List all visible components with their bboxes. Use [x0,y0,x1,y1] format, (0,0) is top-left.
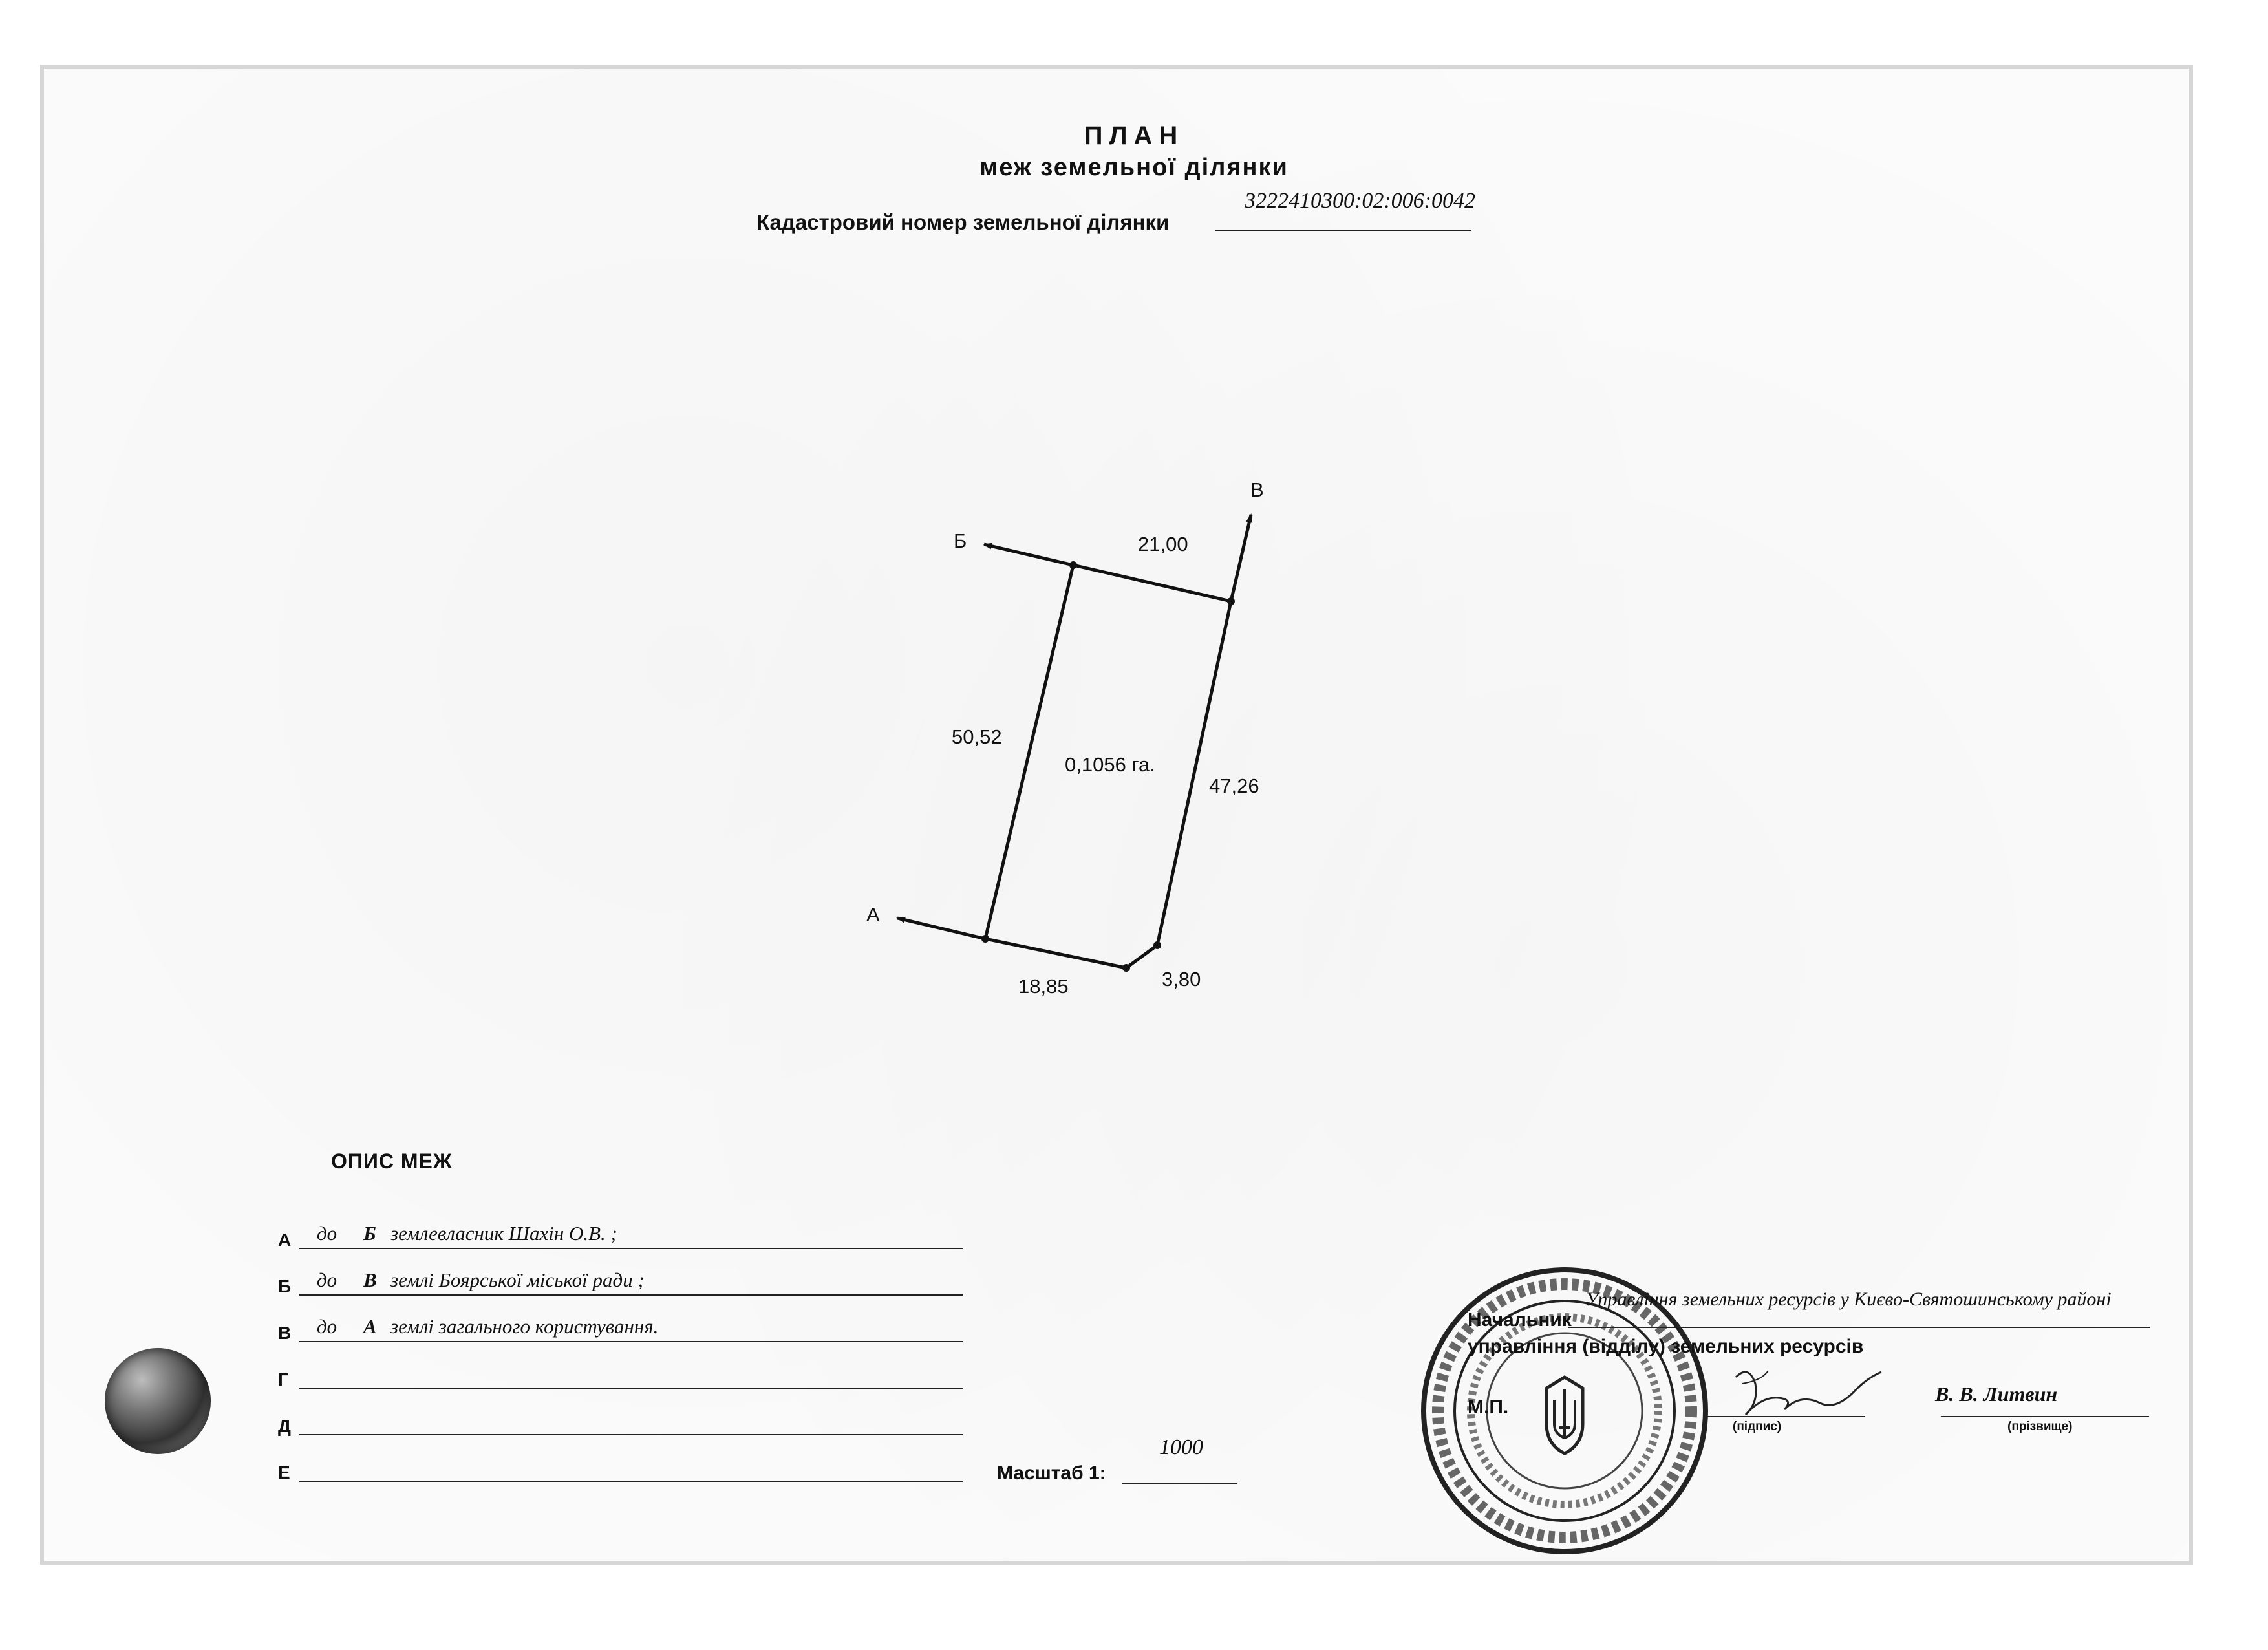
boundary-row-letter: Б [278,1276,292,1296]
head-title-line2: управління (відділу) земельних ресурсів [1468,1336,1864,1357]
boundary-row-text: до Б землевласник Шахін О.В. ; [317,1222,617,1245]
stamp-place-label: М.П. [1468,1397,1509,1418]
organization-name: Управління земельних ресурсів у Києво-Святошинському районі [1585,1289,2112,1310]
vertex [1122,964,1130,972]
signature-underline [1707,1416,1865,1417]
parcel-area: 0,1056 га. [1065,753,1155,776]
side-length-a: 18,85 [1018,975,1069,998]
boundary-row-line [299,1434,963,1435]
point-label-v: В [1250,478,1264,501]
boundary-row [278,1394,963,1439]
boundary-row-line [299,1481,963,1482]
boundary-row-letter: В [278,1323,292,1343]
point-label-b: Б [954,530,967,552]
plan-title: ПЛАН [1084,122,1184,150]
boundary-row-letter: Г [278,1369,288,1389]
scale-value: 1000 [1159,1435,1203,1459]
point-label-a: А [866,903,880,926]
boundary-row-line [299,1341,963,1342]
surname-caption: (прізвище) [2007,1420,2073,1433]
cadastral-number: 3222410300:02:006:0042 [1245,189,1475,213]
side-length-v: 47,26 [1209,775,1259,797]
vertex [1069,561,1077,569]
boundary-row [278,1347,963,1393]
boundary-row-letter: А [278,1230,292,1250]
boundary-row-letter: Д [278,1416,291,1436]
boundary-row-line [299,1248,963,1249]
signature-icon [1723,1358,1891,1429]
circular-photo-stamp [105,1348,211,1454]
boundary-row [278,1254,963,1300]
surname-underline [1941,1416,2149,1417]
head-surname: В. В. Литвин [1935,1382,2058,1406]
vertex [1227,597,1235,605]
boundary-row-letter: Е [278,1462,290,1483]
boundary-row [278,1441,963,1486]
arrow-to-point-a [897,918,985,939]
boundary-row-line [299,1294,963,1296]
boundary-row [278,1301,963,1346]
side-length-ab: 50,52 [952,725,1002,748]
boundary-row-text: до В землі Боярської міської ради ; [317,1269,645,1291]
scale-underline [1122,1483,1237,1484]
vertex [1153,941,1161,949]
arrow-to-point-v [1231,515,1251,601]
boundary-row [278,1208,963,1253]
boundary-row-line [299,1388,963,1389]
side-length-bv: 21,00 [1138,533,1188,555]
cadastral-label: Кадастровий номер земельної ділянки [756,210,1170,234]
scale-label: Масштаб 1: [997,1462,1106,1484]
organization-underline [1568,1327,2150,1328]
boundaries-heading: ОПИС МЕЖ [331,1150,453,1173]
plan-subtitle: меж земельної ділянки [979,154,1289,181]
vertex [981,935,989,943]
signature-caption: (підпис) [1733,1420,1782,1433]
boundary-row-text: до А землі загального користування. [317,1315,659,1338]
arrow-to-point-b [984,544,1073,565]
side-length-short: 3,80 [1162,968,1201,991]
head-title-line1: Начальник [1468,1309,1572,1331]
